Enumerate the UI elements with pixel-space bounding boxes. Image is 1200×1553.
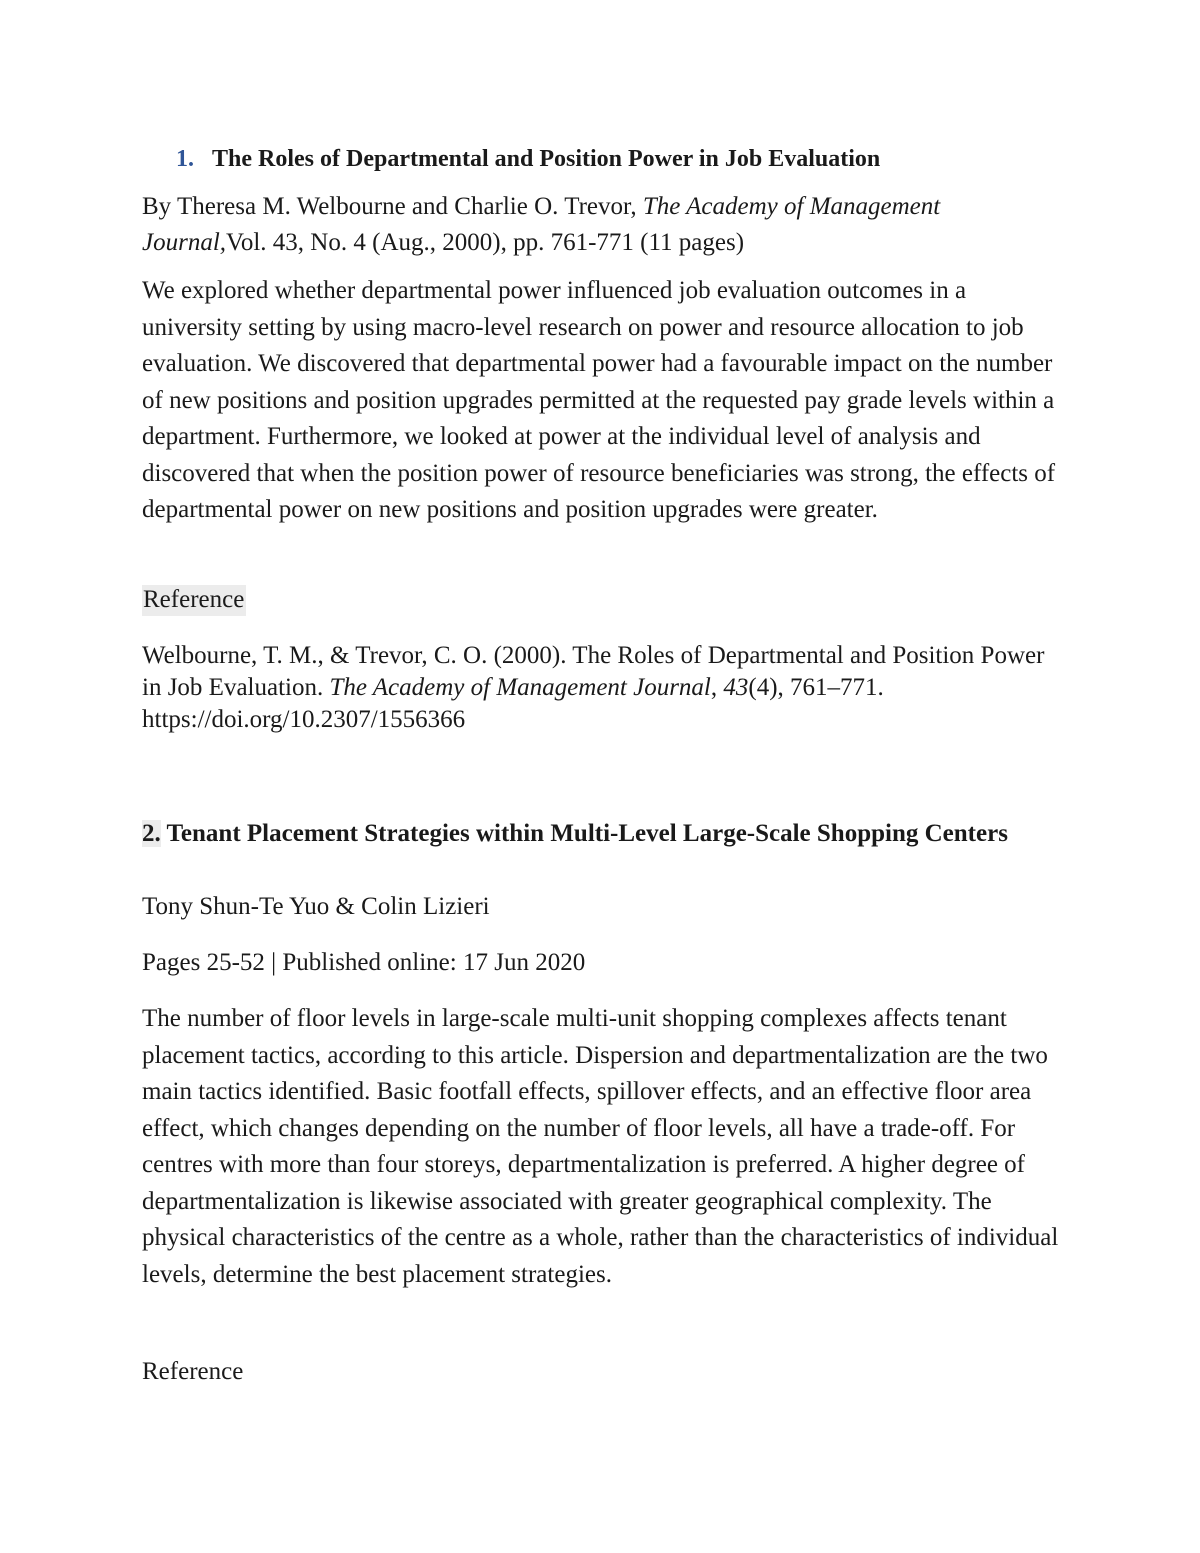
article-1-reference-heading-text: Reference [142,585,246,616]
article-2-title-text: Tenant Placement Strategies within Multi-Level Large-Scale Shopping Centers [160,820,1008,847]
article-1-authors: By Theresa M. Welbourne and Charlie O. Trevor, [142,193,643,220]
article-1-reference [142,640,1062,736]
reference-1-journal: The Academy of Management Journal [329,674,711,701]
article-2-authors: Tony Shun-Te Yuo & Colin Lizieri [142,893,490,920]
article-1-abstract: We explored whether departmental power influenced job evaluation outcomes in a university setting by using macro-level research on power and resource allocation to job evaluation. We discovered that departmental power had a favourable impact on the number of new positions and position upgrades permitted at the requested pay grade levels within a department. Furthermore, we looked at power at the individual level of analysis and discovered that when the position power of resource beneficiaries was strong, the effects of departmental power on new positions and position upgrades were greater. [142,277,1056,523]
article-1-byline [142,189,1062,261]
reference-1-issue-pages-doi: (4), 761–771. https://doi.org/10.2307/1556366 [142,674,884,733]
article-1-citation-details: Vol. 43, No. 4 (Aug., 2000), pp. 761-771 (11 pages) [226,229,745,256]
article-1-number: 1. [176,146,194,172]
article-1-reference-heading [142,582,1062,618]
article-1-journal: The Academy of Management Journal, [142,193,941,256]
article-1-title-text: The Roles of Departmental and Position Power in Job Evaluation [212,146,881,172]
reference-1-volume: 43 [723,674,749,701]
article-2-abstract: The number of floor levels in large-scale multi-unit shopping complexes affects tenant placement tactics, according to this article. Dispersion and departmentalization are the two main tactics identified. Basic footfall effects, spillover effects, and an effective floor area effect, which changes depending on the number of floor levels, all have a trade-off. For centres with more than four storeys, departmentalization is preferred. A higher degree of departmentalization is likewise associated with greater geographical complexity. The physical characteristics of the centre as a whole, rather than the characteristics of individual levels, determine the best placement strategies. [142,1005,1059,1288]
reference-1-authors-title: Welbourne, T. M., & Trevor, C. O. (2000). The Roles of Departmental and Position Power in Job Evaluation. [142,642,1045,701]
article-2-number: 2. [142,820,161,847]
article-2-pages: Pages 25-52 | Published online: 17 Jun 2020 [142,949,586,976]
article-2-reference-heading: Reference [142,1358,244,1385]
reference-1-separator: , [710,674,724,701]
article-1-title [176,141,1096,177]
article-2-title [142,816,1062,852]
